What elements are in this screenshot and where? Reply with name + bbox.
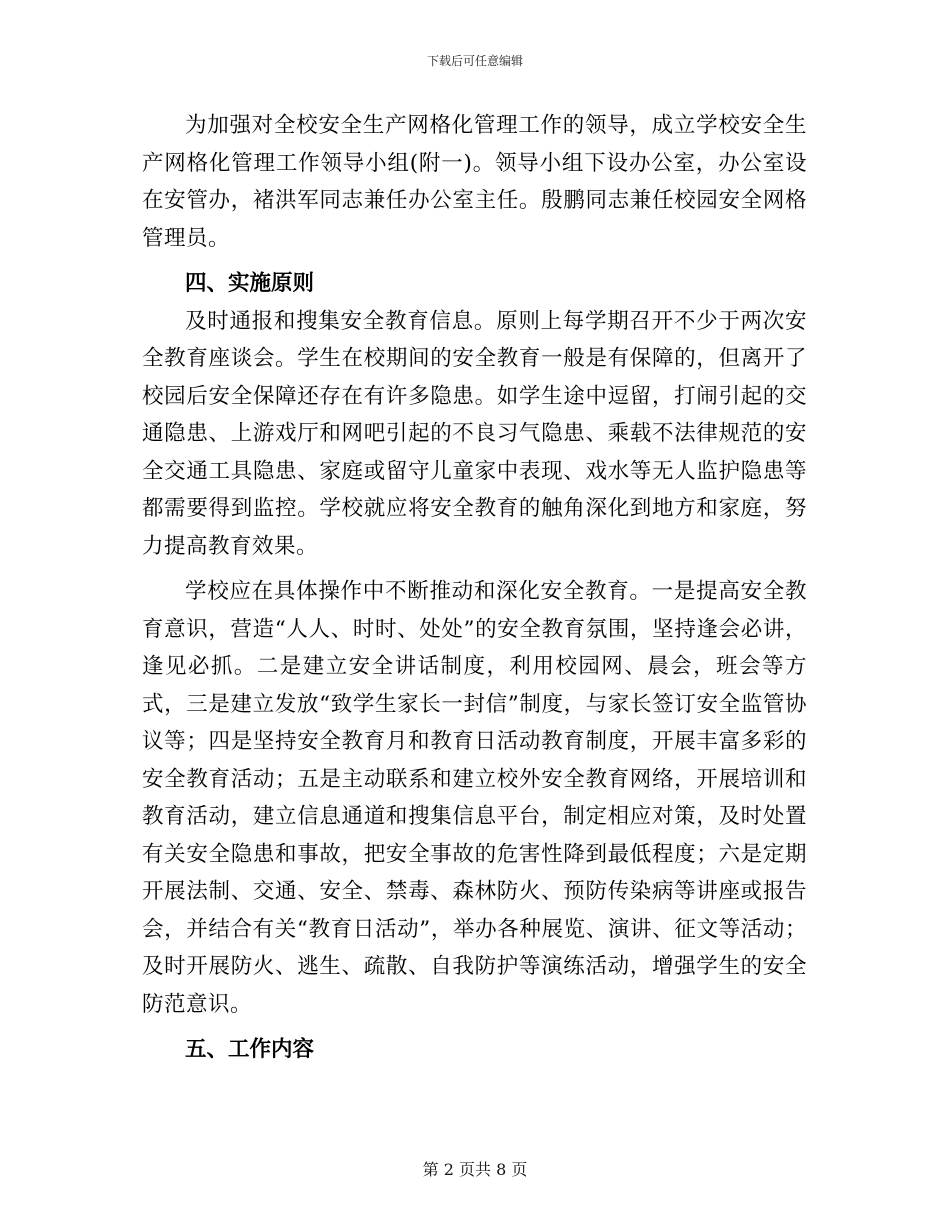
document-body	[142, 107, 807, 1069]
paragraph-information-reporting: 及时通报和搜集安全教育信息。原则上每学期召开不少于两次安全教育座谈会。学生在校期间的安全教育一般是有保障的，但离开了校园后安全保障还存在有许多隐患。如学生途中逗留，打闹引起的交通隐患、上游戏厅和网吧引起的不良习气隐患、乘载不法律规范的安全交通工具隐患、家庭或留守儿童家中表现、戏水等无人监护隐患等都需要得到监控。学校就应将安全教育的触角深化到地方和家庭，努力提高教育效果。	[142, 308, 807, 559]
spacer	[142, 565, 807, 573]
section-heading-work-content: 五、工作内容	[185, 1037, 315, 1062]
spacer	[142, 257, 807, 265]
page-number-footer: 第 2 页共 8 页	[422, 1160, 528, 1179]
spacer	[142, 1023, 807, 1031]
section-heading-principles: 四、实施原则	[185, 271, 315, 296]
paragraph-leadership-group: 为加强对全校安全生产网格化管理工作的领导，成立学校安全生产网格化管理工作领导小组(附一)。领导小组下设办公室，办公室设在安管办，褚洪军同志兼任办公室主任。殷鹏同志兼任校园安全网格管理员。	[142, 113, 807, 251]
page-header: 下载后可任意编辑	[426, 54, 523, 68]
paragraph-safety-education: 学校应在具体操作中不断推动和深化安全教育。一是提高安全教育意识，营造“人人、时时、处处”的安全教育氛围，坚持逢会必讲，逢见必抓。二是建立安全讲话制度，利用校园网、晨会，班会等方式，三是建立发放“致学生家长一封信”制度，与家长签订安全监管协议等；四是坚持安全教育月和教育日活动教育制度，开展丰富多彩的安全教育活动；五是主动联系和建立校外安全教育网络，开展培训和教育活动，建立信息通道和搜集信息平台，制定相应对策，及时处置有关安全隐患和事故，把安全事故的危害性降到最低程度；六是定期开展法制、交通、安全、禁毒、森林防火、预防传染病等讲座或报告会，并结合有关“教育日活动”，举办各种展览、演讲、征文等活动；及时开展防火、逃生、疏散、自我防护等演练活动，增强学生的安全防范意识。	[142, 579, 807, 1017]
